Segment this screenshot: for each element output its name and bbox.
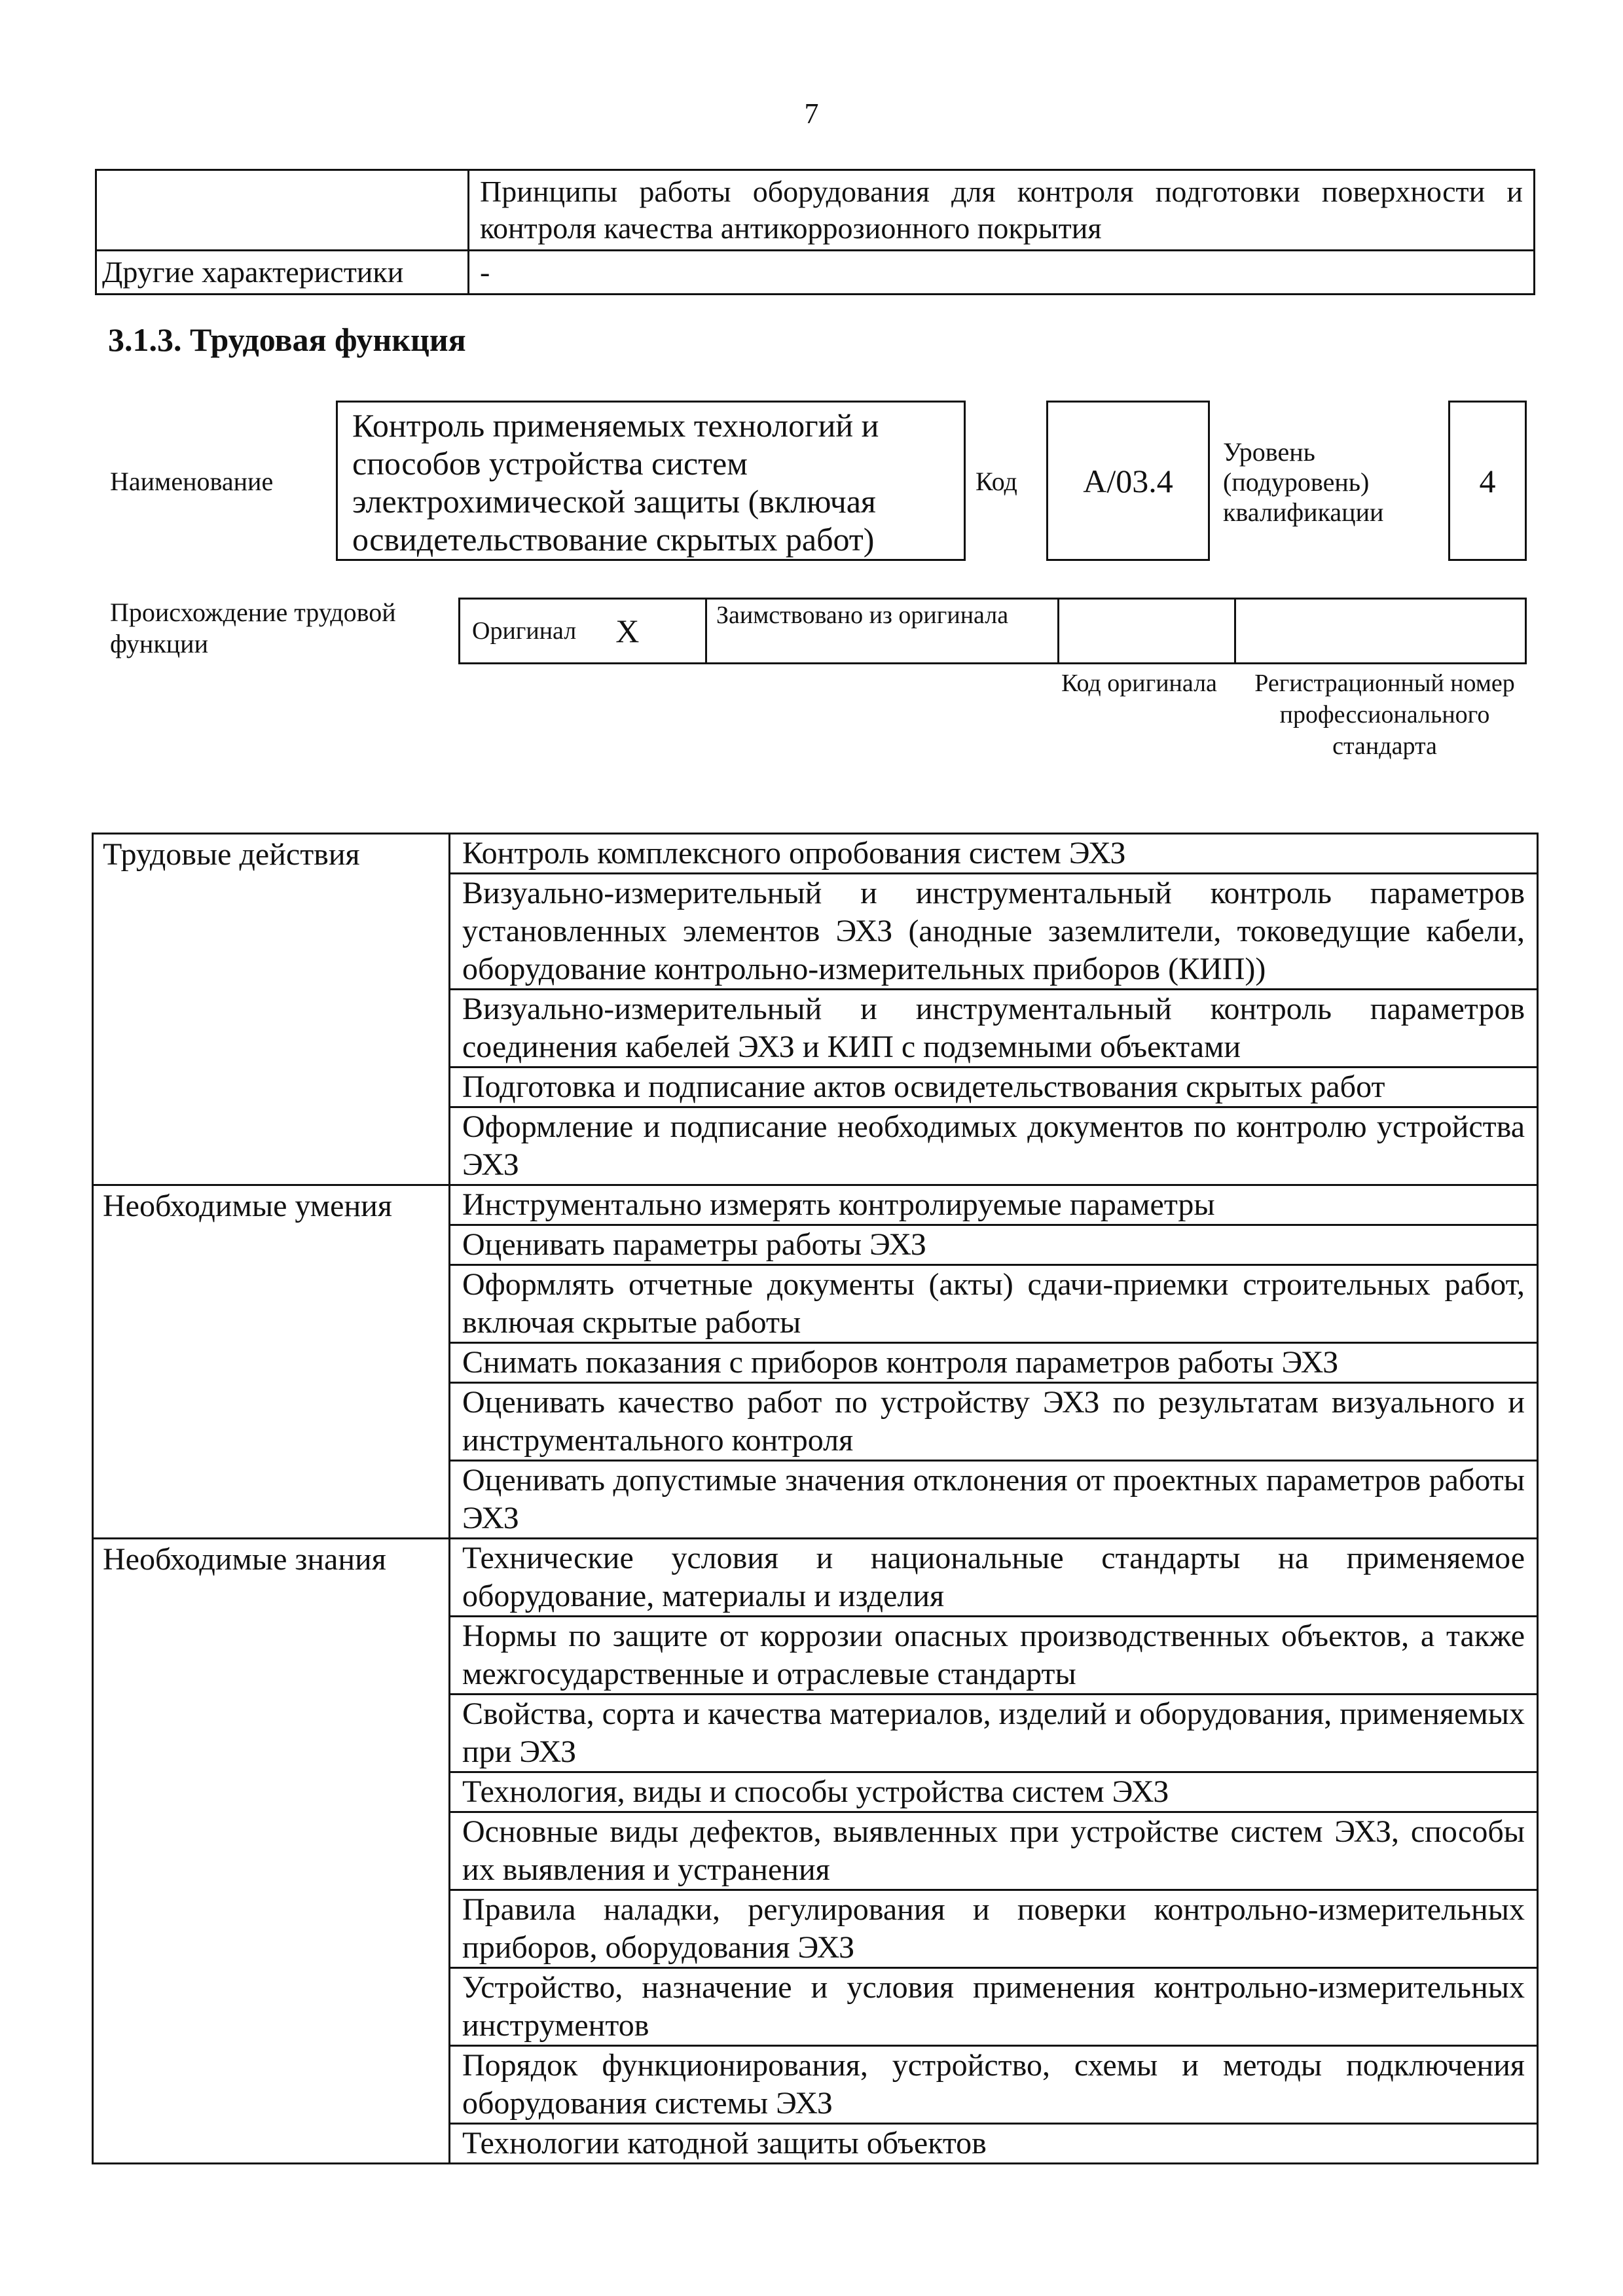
registration-number-cell bbox=[1236, 600, 1525, 662]
list-item: Контроль комплексного опробования систем ЭХЗ bbox=[462, 836, 1126, 870]
group-labor-actions bbox=[94, 834, 1537, 1184]
list-item: Оформление и подписание необходимых документов по контролю устройства ЭХЗ bbox=[450, 1106, 1537, 1184]
borrowed-label: Заимствовано из оригинала bbox=[716, 601, 1009, 629]
list-item: Правила наладки, регулирования и поверки контрольно-измерительных приборов, оборудования ЭХЗ bbox=[450, 1889, 1537, 1967]
code-caption: Код оригинала bbox=[1061, 670, 1217, 697]
function-name-box bbox=[336, 401, 966, 561]
origin-label: Происхождение трудовой функции bbox=[110, 598, 396, 658]
registration-caption: Регистрационный номер профессионального стандарта bbox=[1254, 670, 1515, 760]
list-item: Свойства, сорта и качества материалов, изделий и оборудования, применяемых при ЭХЗ bbox=[450, 1693, 1537, 1771]
list-item: Устройство, назначение и условия применения контрольно-измерительных инструментов bbox=[450, 1967, 1537, 2045]
group-required-knowledge bbox=[94, 1537, 1537, 2162]
name-label: Наименование bbox=[110, 467, 274, 496]
labor-function-table bbox=[92, 833, 1539, 2164]
origin-table bbox=[458, 598, 1527, 664]
characteristics-table bbox=[95, 169, 1535, 295]
list-item: Оценивать допустимые значения отклонения от проектных параметров работы ЭХЗ bbox=[450, 1460, 1537, 1537]
group-label: Необходимые умения bbox=[94, 1186, 450, 1537]
code-box bbox=[1046, 401, 1210, 561]
function-code: А/03.4 bbox=[1083, 462, 1173, 499]
list-item: Визуально-измерительный и инструментальный контроль параметров соединения кабелей ЭХЗ и КИП с подземными объектами bbox=[450, 988, 1537, 1066]
row-value: - bbox=[480, 255, 490, 289]
list-item: Технология, виды и способы устройства систем ЭХЗ bbox=[450, 1771, 1537, 1811]
group-label: Трудовые действия bbox=[94, 834, 450, 1184]
original-cell bbox=[460, 600, 707, 662]
list-item: Нормы по защите от коррозии опасных производственных объектов, а также межгосударственные и отраслевые стандарты bbox=[450, 1615, 1537, 1693]
section-title: 3.1.3. Трудовая функция bbox=[108, 321, 466, 358]
row-value: Принципы работы оборудования для контроля подготовки поверхности и контроля качества антикоррозионного покрытия bbox=[480, 175, 1523, 245]
list-item: Подготовка и подписание актов освидетельствования скрытых работ bbox=[450, 1066, 1537, 1106]
list-item: Основные виды дефектов, выявленных при устройстве систем ЭХЗ, способы их выявления и устранения bbox=[450, 1811, 1537, 1889]
table-row bbox=[97, 249, 1533, 293]
list-item: Оформлять отчетные документы (акты) сдачи-приемки строительных работ, включая скрытые работы bbox=[450, 1264, 1537, 1342]
table-row bbox=[97, 171, 1533, 249]
list-item: Технические условия и национальные стандарты на применяемое оборудование, материалы и изделия bbox=[462, 1541, 1525, 1613]
row-label: Другие характеристики bbox=[97, 251, 469, 293]
list-item: Оценивать качество работ по устройству ЭХЗ по результатам визуального и инструментального контроля bbox=[450, 1382, 1537, 1460]
original-code-cell bbox=[1059, 600, 1236, 662]
borrowed-cell bbox=[707, 600, 1059, 662]
original-mark: Х bbox=[615, 613, 640, 649]
list-item: Порядок функционирования, устройство, схемы и методы подключения оборудования системы ЭХЗ bbox=[450, 2045, 1537, 2123]
list-item: Визуально-измерительный и инструментальный контроль параметров установленных элементов ЭХЗ (анодные заземлители, токоведущие кабели, оборудование контрольно-измерительных приборов (КИП)) bbox=[450, 872, 1537, 988]
row-label bbox=[97, 171, 469, 249]
original-label: Оригинал bbox=[472, 617, 577, 645]
group-label: Необходимые знания bbox=[94, 1539, 450, 2162]
code-label: Код bbox=[976, 467, 1017, 496]
list-item: Снимать показания с приборов контроля параметров работы ЭХЗ bbox=[450, 1342, 1537, 1382]
level-box bbox=[1448, 401, 1527, 561]
level-label: Уровень (подуровень) квалификации bbox=[1223, 437, 1384, 527]
list-item: Технологии катодной защиты объектов bbox=[450, 2123, 1537, 2162]
page-number: 7 bbox=[804, 98, 819, 130]
group-required-skills bbox=[94, 1184, 1537, 1537]
list-item: Оценивать параметры работы ЭХЗ bbox=[450, 1224, 1537, 1264]
level-value: 4 bbox=[1479, 462, 1496, 499]
list-item: Инструментально измерять контролируемые параметры bbox=[462, 1187, 1215, 1222]
function-name: Контроль применяемых технологий и способов устройства систем электрохимической защиты (включая освидетельствование скрытых работ) bbox=[352, 407, 879, 558]
